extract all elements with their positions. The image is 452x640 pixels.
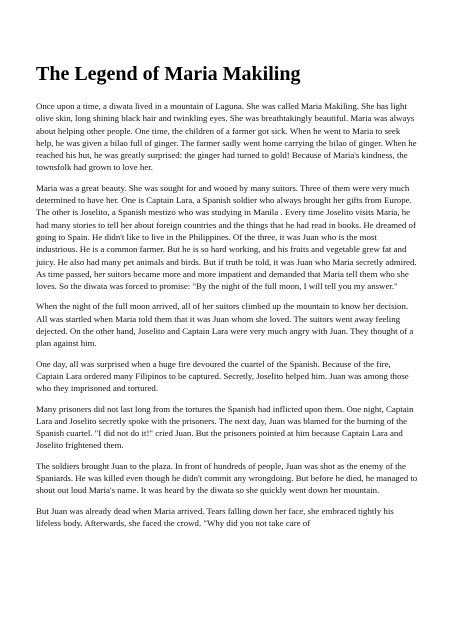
paragraph-1: Once upon a time, a diwata lived in a mountain of Laguna. She was called Maria Makiling. She has light olive skin, long shining black hair and twinkling eyes. She was breathtakingly beautiful. Maria was always about helping other people. One time, the children of a farmer got sick. When he went to Maria to seek help, he was given a bilao full of ginger. The farmer sadly went home carrying the bilao of ginger. When he reached his hut, he was greatly surprised: the ginger had turned to gold! Because of Maria's kindness, the townsfolk had grown to love her. <box>36 101 417 173</box>
paragraph-7: But Juan was already dead when Maria arrived. Tears falling down her face, she embraced tightly his lifeless body. Afterwards, she faced the crowd. "Why did you not take care of <box>36 505 394 528</box>
paragraph-5: Many prisoners did not last long from the tortures the Spanish had inflicted upon them. One night, Captain Lara and Joselito secretly spoke with the prisoners. The next day, Juan was blamed for the burning of the Spanish cuartel. "I did not do it!" cried Juan. But the prisoners pointed at him because Captain Lara and Joselito frightened them. <box>36 403 414 451</box>
paragraph-4: One day, all was surprised when a huge fire devoured the cuartel of the Spanish. Because of the fire, Captain Lara ordered many Filipinos to be captured. Secretly, Joselito helped him. Juan was among those who they imprisoned and tortured. <box>36 358 409 394</box>
page-title: The Legend of Maria Makiling <box>36 63 301 85</box>
paragraph-2: Maria was a great beauty. She was sought for and wooed by many suitors. Three of them were very much determined to have her. One is Captain Lara, a Spanish soldier who always brought her gifts from Europe. The other is Joselito, a Spanish mestizo who was studying in Manila . Every time Joselito visits Maria, he had many stories to tell her about foreign countries and the things that he had read in books. He dreamed of going to Spain. He didn't like to live in the Philippines. Of the three, it was Juan who is the most industrious. He is a common farmer. But he is so hard working, and his fruits and vegetable grew fat and juicy. He also had many pet animals and birds. But if truth be told, it was Juan who Maria secretly admired. As time passed, her suitors became more and more impatient and demanded that Maria tell them who she loves. So the diwata was forced to promise: "By the night of the full moon, I will tell you my answer." <box>36 182 417 292</box>
paragraph-3: When the night of the full moon arrived, all of her suitors climbed up the mountain to know her decision. All was startled when Maria told them that it was Juan whom she loved. The suitors went away feeling dejected. On the other hand, Joselito and Captain Lara were very much angry with Juan. They thought of a plan against him. <box>36 301 414 349</box>
paragraph-6: The soldiers brought Juan to the plaza. In front of hundreds of people, Juan was shot as the enemy of the Spaniards. He was killed even though he didn't commit any wrongdoing. But before he died, he managed to shout out loud Maria's name. It was heard by the diwata so she quickly went down her mountain. <box>36 460 418 496</box>
